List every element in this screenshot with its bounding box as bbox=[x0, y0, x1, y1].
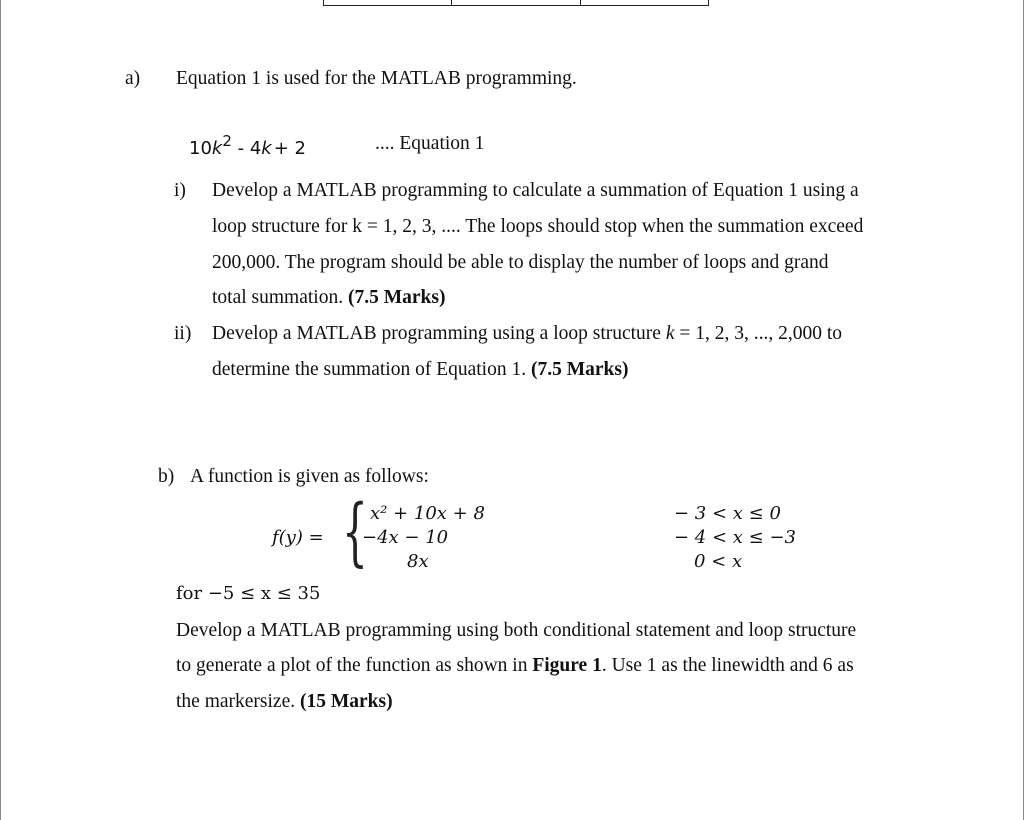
part-b-desc-line3 bbox=[176, 691, 393, 713]
case-3-expr: 8x bbox=[407, 551, 429, 572]
left-brace: { bbox=[342, 489, 368, 575]
item-i-marks: (7.5 Marks) bbox=[347, 287, 446, 308]
part-b-desc-line2 bbox=[176, 655, 854, 677]
case-3-cond: 0 < x bbox=[694, 551, 743, 572]
item-ii-line2 bbox=[212, 359, 628, 381]
desc-line3-text: the markersize. bbox=[176, 691, 296, 712]
case-1-cond: − 3 < x ≤ 0 bbox=[674, 503, 781, 524]
item-i-line2: loop structure for k = 1, 2, 3, .... The loops should stop when the summation exceed bbox=[212, 216, 864, 237]
equation-var: k bbox=[211, 138, 223, 159]
equation-tag: .... Equation 1 bbox=[375, 133, 485, 154]
function-lhs: f(y) = bbox=[272, 527, 324, 548]
equation-1 bbox=[189, 133, 306, 159]
case-1-expr: x² + 10x + 8 bbox=[370, 503, 485, 524]
part-a-label: a) bbox=[125, 68, 141, 89]
part-a-intro: Equation 1 is used for the MATLAB programming. bbox=[176, 68, 577, 89]
item-i-line4 bbox=[212, 287, 445, 309]
equation-minus: - 4 bbox=[231, 138, 262, 159]
equation-exp: 2 bbox=[222, 132, 232, 150]
item-ii-label: ii) bbox=[174, 323, 192, 344]
case-2-cond: − 4 < x ≤ −3 bbox=[674, 527, 796, 548]
part-b-marks: (15 Marks) bbox=[299, 691, 393, 712]
table-cell bbox=[324, 0, 452, 5]
domain-text: for −5 ≤ x ≤ 35 bbox=[176, 583, 321, 604]
table-fragment bbox=[323, 0, 709, 6]
equation-var2: k bbox=[261, 138, 272, 159]
item-ii-line1-post: = 1, 2, 3, ..., 2,000 to bbox=[674, 323, 843, 344]
table-cell bbox=[581, 0, 708, 5]
item-ii-marks: (7.5 Marks) bbox=[530, 359, 629, 380]
item-ii-line1-pre: Develop a MATLAB programming using a loop structure bbox=[212, 323, 666, 344]
item-i-line4-text: total summation. bbox=[212, 287, 344, 308]
table-cell bbox=[452, 0, 580, 5]
part-b-label: b) bbox=[158, 466, 175, 487]
item-ii-line1 bbox=[212, 323, 842, 345]
item-ii-line2-text: determine the summation of Equation 1. bbox=[212, 359, 527, 380]
item-i-line1: Develop a MATLAB programming to calculate a summation of Equation 1 using a bbox=[212, 180, 859, 201]
part-b-desc-line1: Develop a MATLAB programming using both conditional statement and loop structure bbox=[176, 620, 857, 641]
item-i-label: i) bbox=[174, 180, 186, 201]
equation-coef: 10 bbox=[189, 138, 212, 159]
desc-line2-pre: to generate a plot of the function as shown in bbox=[176, 655, 533, 676]
part-b-intro: A function is given as follows: bbox=[190, 466, 429, 487]
desc-line2-post: . Use 1 as the linewidth and 6 as bbox=[601, 655, 854, 676]
figure-reference: Figure 1 bbox=[532, 655, 602, 676]
item-ii-var: k bbox=[665, 323, 675, 344]
equation-plus: + 2 bbox=[273, 138, 306, 159]
item-i-line3: 200,000. The program should be able to display the number of loops and grand bbox=[212, 252, 829, 273]
case-2-expr: −4x − 10 bbox=[362, 527, 449, 548]
